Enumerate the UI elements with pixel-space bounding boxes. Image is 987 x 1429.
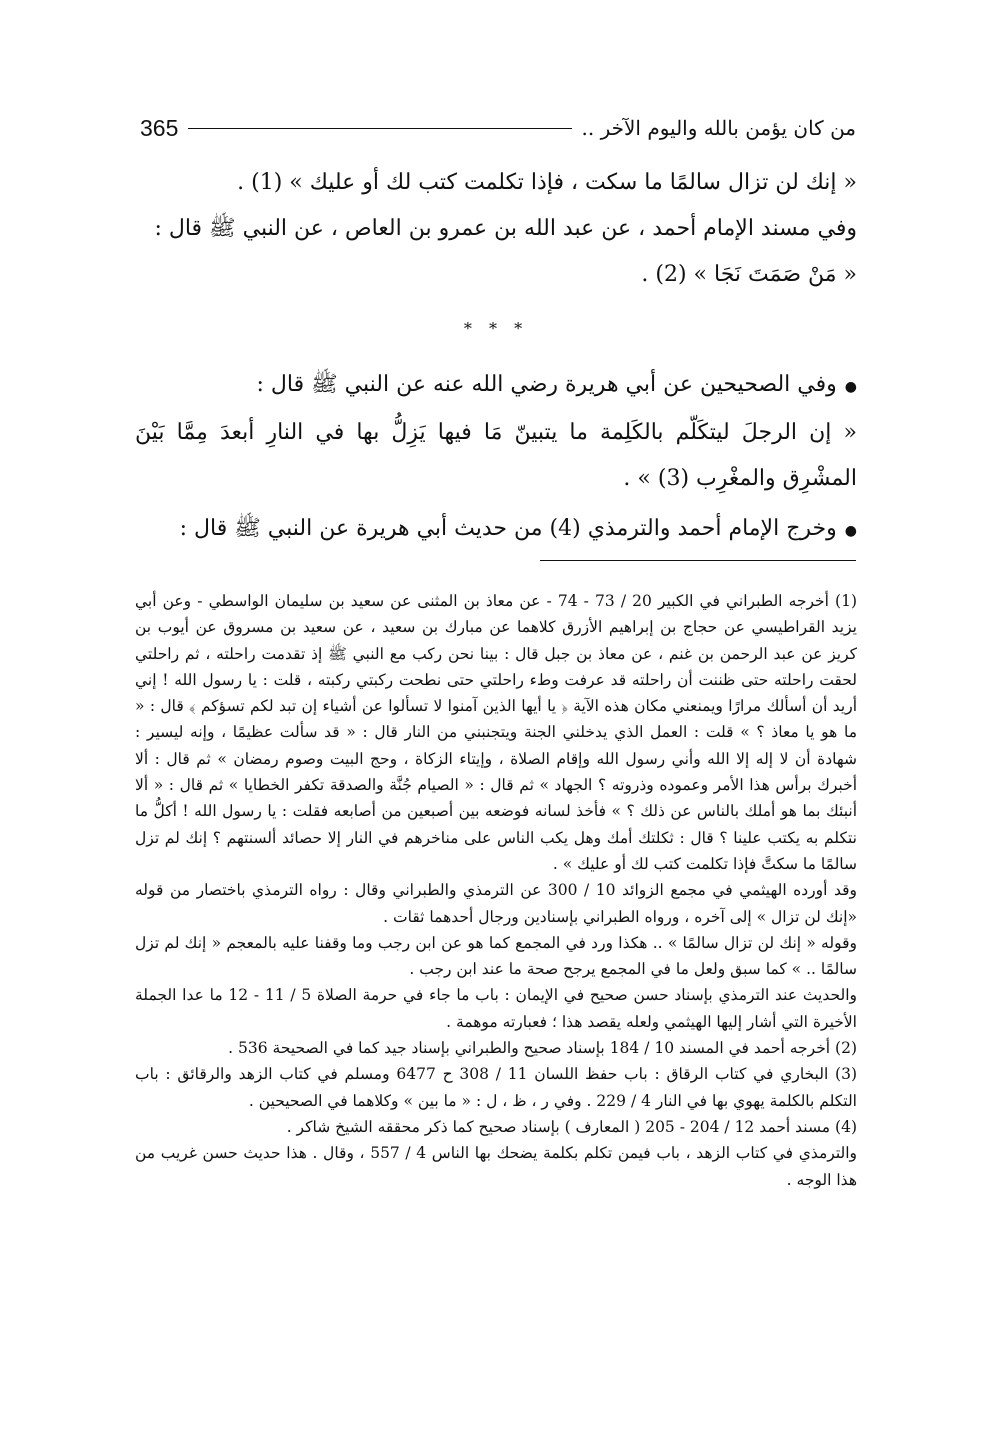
paragraph-musnad-ahmad: وفي مسند الإمام أحمد ، عن عبد الله بن عمرو بن العاص ، عن النبي ﷺ قال : — [154, 216, 857, 241]
hadith-quote-3: « إن الرجلَ ليتكَلّم بالكَلِمة ما يتبينّ مَا فيها يَزِلُّ بها في النارِ أبعدَ مِمَّا بَيْنَ المشْرِق والمغْرِب (3) » . — [135, 420, 857, 491]
footnote-4-tirmidhi: والترمذي في كتاب الزهد ، باب فيمن تكلم بكلمة يضحك بها الناس 4 / 557 ، وقال . هذا حديث حسن غريب من هذا الوجه . — [135, 1144, 858, 1189]
paragraph-sahihain: ● وفي الصحيحين عن أبي هريرة رضي الله عنه عن النبي ﷺ قال : — [135, 362, 857, 410]
footnote-2: (2) أخرجه أحمد في المسند 10 / 184 بإسناد صحيح والطبراني بإسناد جيد كما في الصحيحة 536 . — [228, 1039, 857, 1058]
footnote-1-haythami: وقد أورده الهيثمي في مجمع الزوائد 10 / 300 عن الترمذي والطبراني وقال : رواه الترمذي باختصار من قوله «إنك لن تزال » إلى آخره ، ورواه الطبراني بإسنادين ورجال أحدهما ثقات . — [135, 881, 858, 926]
header-rule — [188, 128, 571, 129]
footnote-1-comment: وقوله « إنك لن تزال سالمًا » .. هكذا ورد في المجمع كما هو عن ابن رجب وما وقفنا عليه بالمعجم « إنك لم تزل سالمًا .. » كما سبق ولعل ما في المجمع يرجح صحة ما عند ابن رجب . — [135, 933, 857, 979]
main-text — [135, 160, 857, 554]
page-number: 365 — [140, 114, 179, 141]
page-header — [140, 108, 856, 148]
paragraph-ahmad-tirmidhi: ● وخرج الإمام أحمد والترمذي (4) من حديث أبي هريرة عن النبي ﷺ قال : — [135, 506, 857, 554]
running-title: من كان يؤمن بالله واليوم الآخر .. — [581, 116, 856, 140]
footnote-1: (1) أخرجه الطبراني في الكبير 20 / 73 - 74 - عن معاذ بن المثنى عن سعيد بن سليمان الواسطي - وعن أبي يزيد القراطيسي عن حجاج بن إبراهيم الأزرق كلاهما عن مبارك بن سعيد ، عن سعيد بن مسروق عن أيوب بن كريز عن عبد الرحمن بن غنم ، عن معاذ بن جبل قال : بينا نحن ركب مع النبي ﷺ إذ تقدمت راحلته ، ثم راحلتي لحقت راحلته حتى ظننت أن راحلته قد عرفت وطء راحلتي حتى نطحت ركبتي ركبته ، قلت : يا رسول الله ! إني أريد أن أسألك مرارًا ويمنعني مكان هذه الآية ﴿ يا أيها الذين آمنوا لا تسألوا عن أشياء إن تبد لكم تسؤكم ﴾ قال : « ما هو يا معاذ ؟ » قلت : العمل الذي يدخلني الجنة ويتجنبني من النار قال : « قد سألت عظيمًا ، وإنه ليسير : شهادة أن لا إله إلا الله وأني رسول الله وإقام الصلاة ، وإيتاء الزكاة ، وحج البيت وصوم رمضان » ثم قال : ألا أخبرك برأس هذا الأمر وعموده وذروته ؟ الجهاد » ثم قال : « الصيام جُنَّة والصدقة تكفر الخطايا » ثم قال : « ألا أنبئك بما هو أملك بالناس عن ذلك ؟ » فأخذ لسانه فوضعه بين أصبعين من أصابعه فقلت : يا رسول الله ! أكلُّ ما نتكلم به يكتب علينا ؟ قال : ثكلتك أمك وهل يكب الناس على مناخرهم في النار إلا حصائد ألسنتهم ؟ إنك لم تزل سالمًا ما سكتَّ فإذا تكلمت كتب لك أو عليك » . — [135, 592, 857, 873]
footnote-3: (3) البخاري في كتاب الرقاق : باب حفظ اللسان 11 / 308 ح 6477 ومسلم في كتاب الزهد والرقائق : باب التكلم بالكلمة يهوي بها في النار 4 / 229 . وفي ر ، ظ ، ل : « ما بين » وكلاهما في الصحيحين . — [135, 1065, 858, 1110]
footnote-rule — [540, 560, 856, 561]
footnote-4: (4) مسند أحمد 12 / 204 - 205 ( المعارف ) بإسناد صحيح كما ذكر محققه الشيخ شاكر . — [286, 1117, 857, 1136]
footnote-1-tirmidhi: والحديث عند الترمذي بإسناد حسن صحيح في الإيمان : باب ما جاء في حرمة الصلاة 5 / 11 - 12 ما عدا الجملة الأخيرة التي أشار إليها الهيثمي ولعله يقصد هذا ؛ فعبارته موهمة . — [135, 986, 858, 1031]
hadith-quote-2: « مَنْ صَمَتَ نَجَا » (2) . — [641, 262, 857, 287]
footnotes — [135, 588, 857, 1193]
hadith-quote-1: « إنك لن تزال سالمًا ما سكت ، فإذا تكلمت كتب لك أو عليك » (1) . — [237, 170, 857, 195]
section-separator: * * * — [463, 319, 529, 338]
